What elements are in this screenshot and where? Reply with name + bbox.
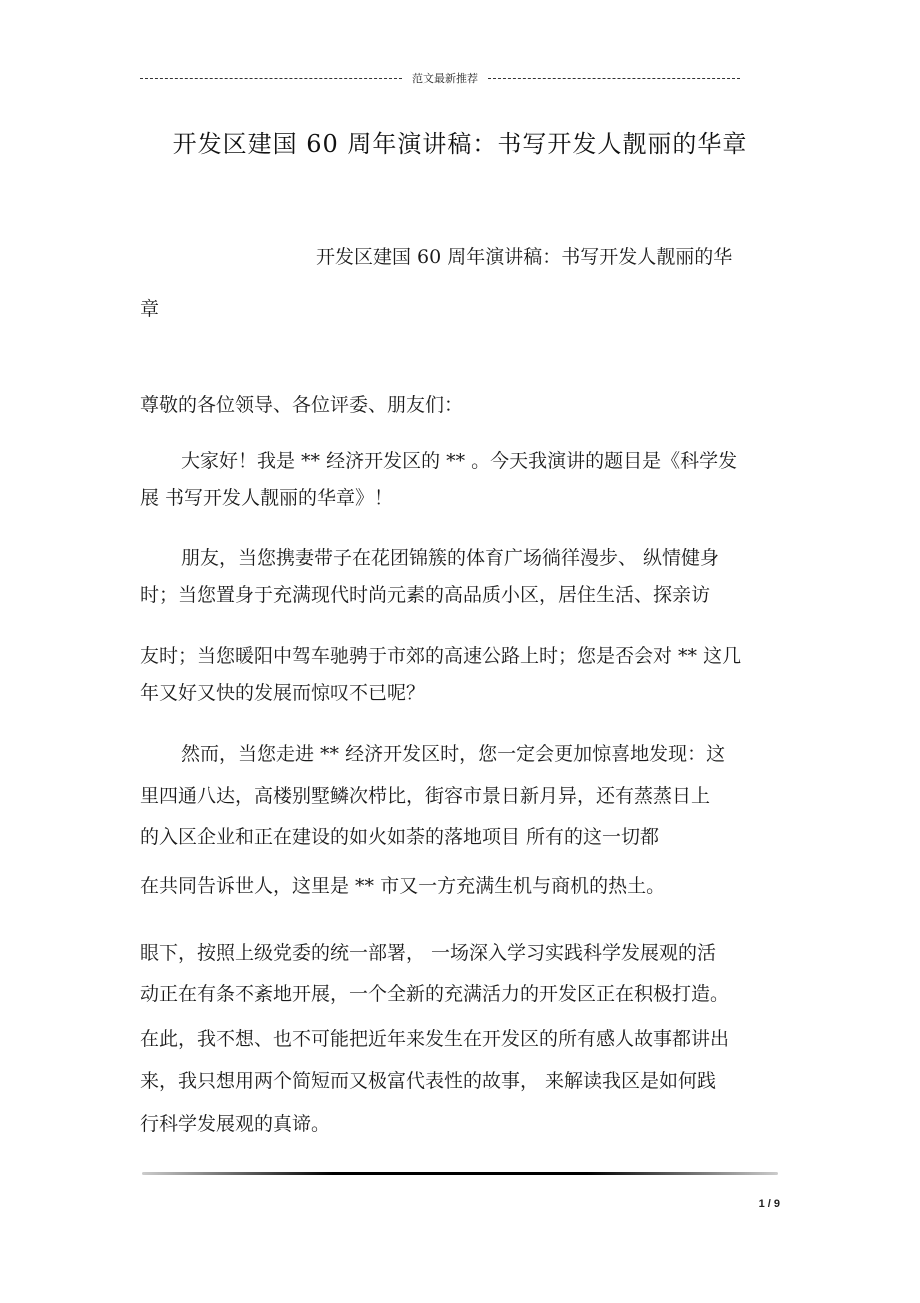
paragraph-line: 的入区企业和正在建设的如火如荼的落地项目 所有的这一切都 [140,826,660,848]
paragraph-line: 在此，我不想、也不可能把近年来发生在开发区的所有感人故事都讲出 [140,1028,730,1050]
paragraph-line: 朋友，当您携妻带子在花团锦簇的体育广场徜徉漫步、 纵情健身 [181,547,720,569]
paragraph-line: 大家好！我是 ** 经济开发区的 ** 。今天我演讲的题目是《科学发 [181,450,738,472]
paragraph-line: 里四通八达，高楼别墅鳞次栉比，街容市景日新月异，还有蒸蒸日上 [140,785,711,807]
paragraph-line: 眼下，按照上级党委的统一部署， 一场深入学习实践科学发展观的活 [140,942,717,964]
paragraph-line: 动正在有条不紊地开展，一个全新的充满活力的开发区正在积极打造。 [140,983,730,1005]
header-dash-left [140,78,402,79]
paragraph-line: 来，我只想用两个简短而又极富代表性的故事， 来解读我区是如何践 [140,1070,717,1092]
paragraph-line: 时；当您置身于充满现代时尚元素的高品质小区，居住生活、探亲访 [140,584,711,606]
paragraph-line: 展 书写开发人靓丽的华章》！ [140,487,394,509]
salutation: 尊敬的各位领导、各位评委、朋友们： [140,394,464,416]
page-number: 1 / 9 [758,1198,780,1210]
paragraph-line: 在共同告诉世人，这里是 ** 市又一方充满生机与商机的热土。 [140,875,666,897]
paragraph-line: 然而，当您走进 ** 经济开发区时，您一定会更加惊喜地发现：这 [181,743,726,765]
header-dash-right [488,78,740,79]
subtitle-line-1: 开发区建国 60 周年演讲稿：书写开发人靓丽的华 [316,246,733,268]
paragraph-line: 行科学发展观的真谛。 [140,1113,331,1135]
footer-divider [142,1172,778,1175]
document-title: 开发区建国 60 周年演讲稿：书写开发人靓丽的华章 [172,130,748,158]
paragraph-line: 友时；当您暖阳中驾车驰骋于市郊的高速公路上时；您是否会对 ** 这几 [140,645,742,667]
header-label: 范文最新推荐 [412,72,478,85]
paragraph-line: 年又好又快的发展而惊叹不已呢？ [140,682,426,704]
subtitle-line-2: 章 [140,298,160,320]
page-header [140,70,740,86]
